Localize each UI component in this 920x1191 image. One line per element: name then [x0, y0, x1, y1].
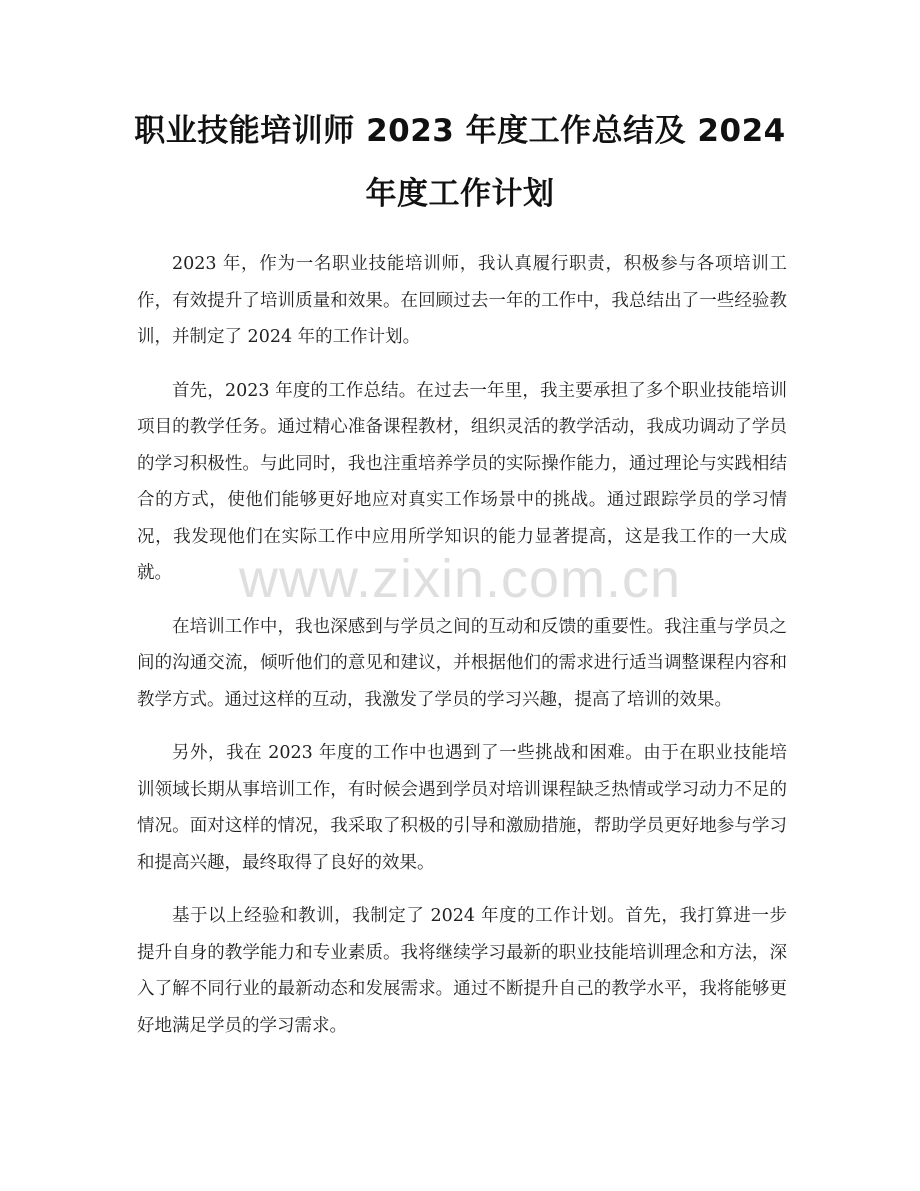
document-title-line-2: 年度工作计划 — [365, 176, 555, 212]
paragraph-summary: 首先，2023 年度的工作总结。在过去一年里，我主要承担了多个职业技能培训项目的教学任务。通过精心准备课程教材，组织灵活的教学活动，我成功调动了学员的学习积极性。与此同时，我也注重培养学员的实际操作能力，通过理论与实践相结合的方式，使他们能够更好地应对真实工作场景中的挑战。通过跟踪学员的学习情况，我发现他们在实际工作中应用所学知识的能力显著提高，这是我工作的一大成就。 — [137, 380, 787, 583]
watermark-text: www.zixin.com.cn — [238, 549, 682, 609]
paragraph-interaction: 在培训工作中，我也深感到与学员之间的互动和反馈的重要性。我注重与学员之间的沟通交流，倾听他们的意见和建议，并根据他们的需求进行适当调整课程内容和教学方式。通过这样的互动，我激发了学员的学习兴趣，提高了培训的效果。 — [137, 616, 787, 710]
paragraph-plan: 基于以上经验和教训，我制定了 2024 年度的工作计划。首先，我打算进一步提升自身的教学能力和专业素质。我将继续学习最新的职业技能培训理念和方法，深入了解不同行业的最新动态和发展需求。通过不断提升自己的教学水平，我将能够更好地满足学员的学习需求。 — [137, 906, 787, 1036]
document-title-line-1: 职业技能培训师 2023 年度工作总结及 2024 — [134, 113, 786, 149]
paragraph-intro: 2023 年，作为一名职业技能培训师，我认真履行职责，积极参与各项培训工作，有效提升了培训质量和效果。在回顾过去一年的工作中，我总结出了一些经验教训，并制定了 2024 年的工作计划。 — [137, 254, 787, 347]
document-body — [137, 246, 787, 1061]
paragraph-challenges: 另外，我在 2023 年度的工作中也遇到了一些挑战和困难。由于在职业技能培训领域长期从事培训工作，有时候会遇到学员对培训课程缺乏热情或学习动力不足的情况。面对这样的情况，我采取了积极的引导和激励措施，帮助学员更好地参与学习和提高兴趣，最终取得了良好的效果。 — [137, 743, 787, 873]
